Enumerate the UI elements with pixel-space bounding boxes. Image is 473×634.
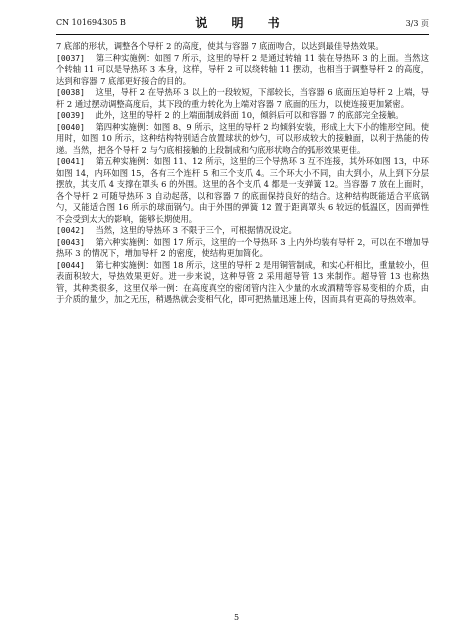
paragraph — [56, 260, 429, 306]
paragraph-number: [0042] — [56, 226, 85, 235]
page-footer — [0, 613, 473, 622]
page-header — [56, 14, 429, 30]
paragraph-text: 这里，导杆 2 在导热环 3 以上的一段较短，下部较长，当容器 6 底面压迫导杆 2 上端，导杆 2 通过摆动调整高度后，其下段的重力转化为上端对容器 7 底面的压力，以使连接更加紧密。 — [56, 87, 429, 109]
paragraph — [56, 225, 429, 237]
paragraph — [56, 41, 429, 53]
paragraph-text: 7 底部的形状，调整各个导杆 2 的高度，使其与容器 7 底面吻合，以达到最佳导热效果。 — [56, 41, 384, 51]
paragraph-text: 第三种实施例：如图 7 所示，这里的导杆 2 是通过转轴 11 装在导热环 3 的上面。当然这个转轴 11 可以是导热环 3 本身，这样，导杆 2 可以绕转轴 11 摆动，也相当于调整导杆 2 的高度，达到和容器 7 底部更好接合的目的。 — [56, 52, 429, 86]
page-marker: 3/3 页 — [405, 19, 429, 28]
page-number: 5 — [233, 613, 240, 622]
paragraph-text: 第七种实施例：如图 18 所示，这里的导杆 2 是用铜管制成，和实心杆相比，重量较小，但表面积较大，导热效果更好。进一步来说，这种导管 2 采用超导管 13 来制作。超导管 13 也称热管，其种类很多，这里仅举一例：在高度真空的密闭管内注入少量的水或酒精等容易变相的介质，由于介质的量少，加之无压，稍遇热就会变相气化，即可把热量迅速上传，因而具有更高的导热效率。 — [56, 259, 429, 304]
paragraph-number: [0041] — [56, 157, 85, 166]
paragraph-text: 当然，这里的导热环 3 不限于三个，可根据情况设定。 — [95, 225, 297, 235]
paragraph-text: 第四种实施例：如图 8、9 所示，这里的导杆 2 均倾斜安装，形成上大下小的锥形空间。使用时，如图 10 所示，这种结构特别适合放置球状的炒勺，可以形成较大的接触面，以利于热能的传递。当然，把各个导杆 2 与勺底相接触的上段制成和勺底形状吻合的弧形效果更佳。 — [56, 121, 430, 155]
paragraph-number: [0037] — [56, 53, 85, 63]
paragraph-text: 第五种实施例：如图 11、12 所示，这里的三个导热环 3 互不连接，其外环如图 13，中环如图 14，内环如图 15，各有三个连杆 5 和三个支爪 4。三个环大小不同，由大到小，从上到下分层摆放，其支爪 4 支撑在罩头 6 的外围。这里的各个支爪 4 都是一支弹簧 12。当容器 7 放在上面时，各个导杆 2 可随导热环 3 自动起落，以和容器 7 的底面保持良好的结合。这种结构既能适合平底锅勺，又能适合图 16 所示的球面锅勺。由于外围的弹簧 12 置于距离罩头 6 较远的低温区，因而弹性不会受到太大的影响，能够长期使用。 — [56, 156, 429, 224]
paragraph-number: [0040] — [56, 122, 85, 132]
paragraph — [56, 87, 429, 110]
patent-number: CN 101694305 B — [56, 18, 126, 27]
document-body — [56, 41, 429, 306]
paragraph-number: [0038] — [56, 88, 85, 97]
page-title: 说 明 书 — [195, 16, 290, 30]
paragraph-number: [0044] — [56, 260, 85, 270]
paragraph — [56, 156, 429, 225]
paragraph-text: 此外，这里的导杆 2 的上端面制成斜面 10，倾斜后可以和容器 7 的底部完全接触。 — [95, 110, 404, 120]
paragraph — [56, 237, 429, 260]
paragraph — [56, 110, 429, 122]
paragraph — [56, 53, 429, 88]
header-divider — [56, 34, 429, 35]
paragraph-number: [0039] — [56, 111, 85, 120]
paragraph — [56, 122, 429, 157]
paragraph-number: [0043] — [56, 237, 85, 247]
paragraph-text: 第六种实施例：如图 17 所示，这里的一个导热环 3 上内外均装有导杆 2，可以在不增加导热环 3 的情况下，增加导杆 2 的密度，使结构更加简化。 — [56, 236, 429, 258]
